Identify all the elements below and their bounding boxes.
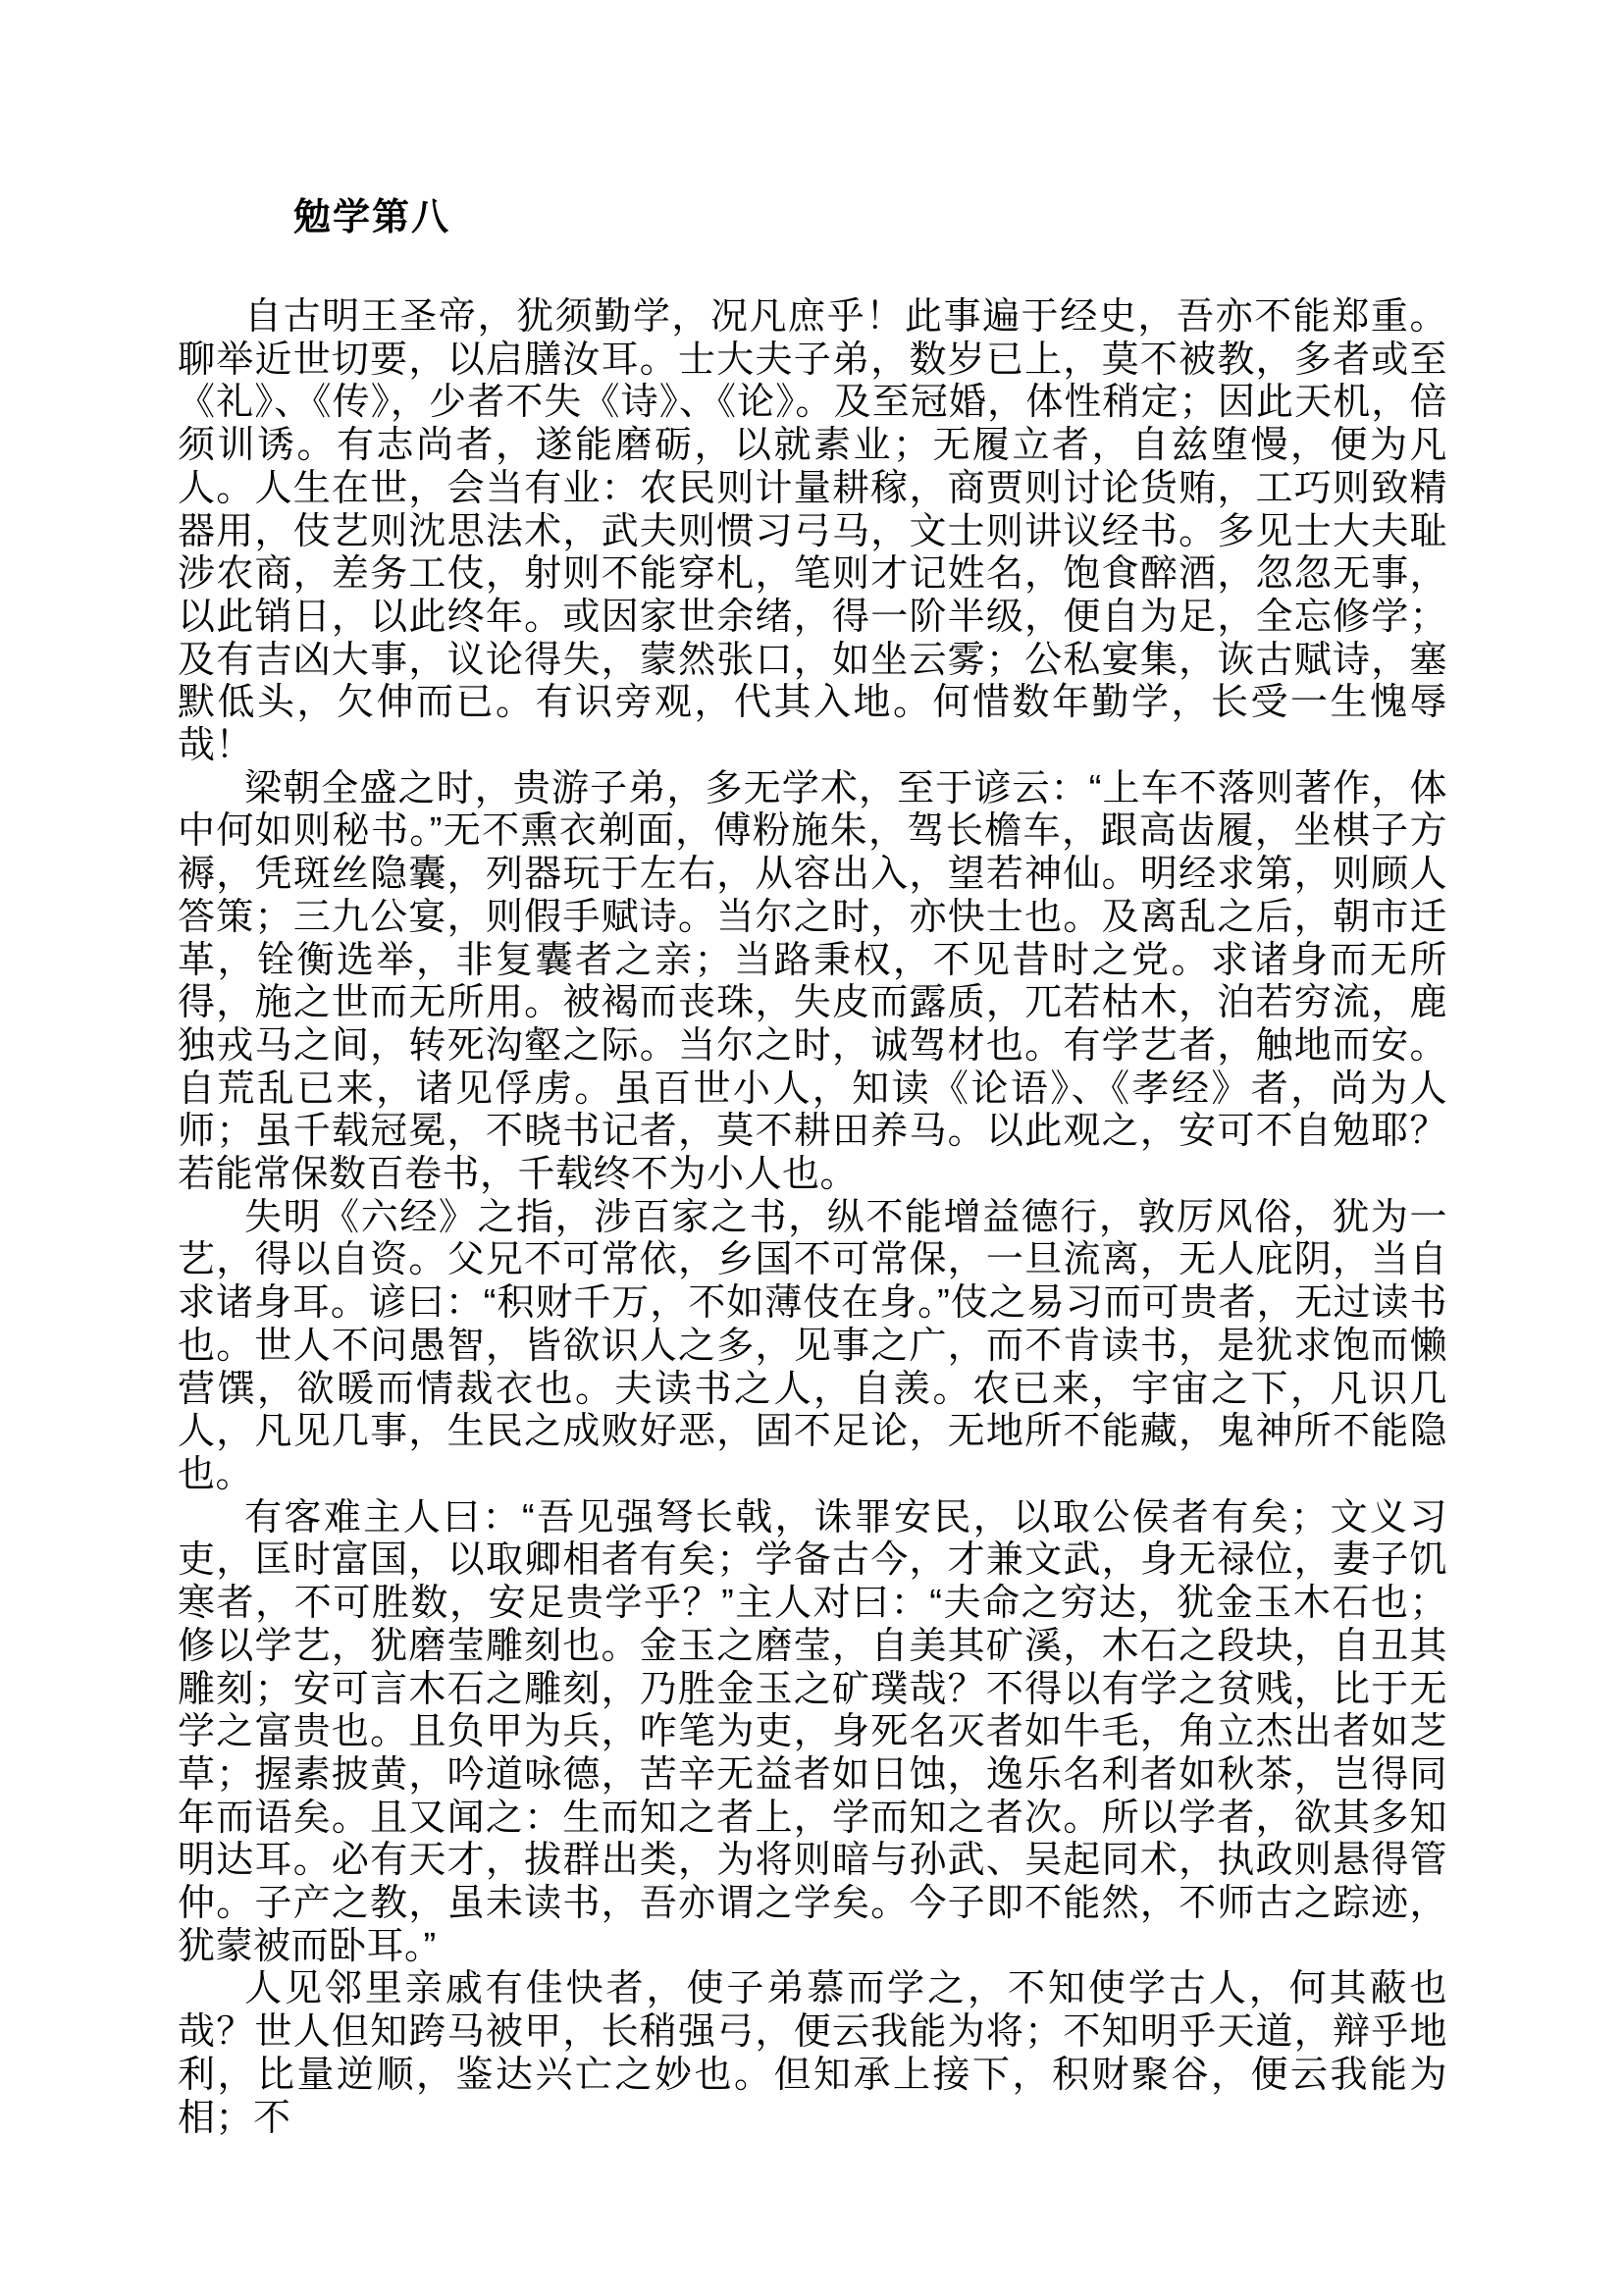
chapter-title: 勉学第八	[293, 197, 451, 238]
paragraph: 人见邻里亲戚有佳快者，使子弟慕而学之，不知使学古人，何其蔽也哉？世人但知跨马被甲，长稍强弓，便云我能为将；不知明乎天道，辩乎地利，比量逆顺，鉴达兴亡之妙也。但知承上接下，积财聚谷，便云我能为相；不	[178, 1968, 1447, 2139]
paragraph-list	[178, 296, 1447, 2140]
paragraph: 有客难主人曰：“吾见强弩长戟，诛罪安民，以取公侯者有矣；文义习吏，匡时富国，以取卿相者有矣；学备古今，才兼文武，身无禄位，妻子饥寒者，不可胜数，安足贵学乎？”主人对曰：“夫命之穷达，犹金玉木石也；修以学艺，犹磨莹雕刻也。金玉之磨莹，自美其矿溪，木石之段块，自丑其雕刻；安可言木石之雕刻，乃胜金玉之矿璞哉？不得以有学之贫贱，比于无学之富贵也。且负甲为兵，咋笔为吏，身死名灭者如牛毛，角立杰出者如芝草；握素披黄，吟道咏德，苦辛无益者如日蚀，逸乐名利者如秋茶，岂得同年而语矣。且又闻之：生而知之者上，学而知之者次。所以学者，欲其多知明达耳。必有天才，拔群出类，为将则暗与孙武、吴起同术，执政则悬得管仲。子产之教，虽未读书，吾亦谓之学矣。今子即不能然，不师古之踪迹，犹蒙被而卧耳。”	[178, 1496, 1447, 1967]
paragraph: 梁朝全盛之时，贵游子弟，多无学术，至于谚云：“上车不落则著作，体中何如则秘书。”无不熏衣剃面，傅粉施朱，驾长檐车，跟高齿履，坐棋子方褥，凭斑丝隐囊，列器玩于左右，从容出入，望若神仙。明经求第，则顾人答策；三九公宴，则假手赋诗。当尔之时，亦快士也。及离乱之后，朝市迁革，铨衡选举，非复囊者之亲；当路秉权，不见昔时之党。求诸身而无所得，施之世而无所用。被褐而丧珠，失皮而露质，兀若枯木，泊若穷流，鹿独戎马之间，转死沟壑之际。当尔之时，诚驾材也。有学艺者，触地而安。自荒乱已来，诸见俘虏。虽百世小人，知读《论语》、《孝经》者，尚为人师；虽千载冠冕，不晓书记者，莫不耕田养马。以此观之，安可不自勉耶？若能常保数百卷书，千载终不为小人也。	[178, 767, 1447, 1196]
text-content	[178, 196, 1447, 2140]
paragraph: 自古明王圣帝，犹须勤学，况凡庶乎！此事遍于经史，吾亦不能郑重。聊举近世切要，以启膳汝耳。士大夫子弟，数岁已上，莫不被教，多者或至《礼》、《传》，少者不失《诗》、《论》。及至冠婚，体性稍定；因此天机，倍须训诱。有志尚者，遂能磨砺，以就素业；无履立者，自兹堕慢，便为凡人。人生在世，会当有业：农民则计量耕稼，商贾则讨论货贿，工巧则致精器用，伎艺则沈思法术，武夫则惯习弓马，文士则讲议经书。多见士大夫耻涉农商，差务工伎，射则不能穿札，笔则才记姓名，饱食醉酒，忽忽无事，以此销日，以此终年。或因家世余绪，得一阶半级，便自为足，全忘修学；及有吉凶大事，议论得失，蒙然张口，如坐云雾；公私宴集，诙古赋诗，塞默低头，欠伸而已。有识旁观，代其入地。何惜数年勤学，长受一生愧辱哉！	[178, 296, 1447, 767]
paragraph: 失明《六经》之指，涉百家之书，纵不能增益德行，敦厉风俗，犹为一艺，得以自资。父兄不可常依，乡国不可常保，一旦流离，无人庇阴，当自求诸身耳。谚曰：“积财千万，不如薄伎在身。”伎之易习而可贵者，无过读书也。世人不问愚智，皆欲识人之多，见事之广，而不肯读书，是犹求饱而懒营馔，欲暖而情裁衣也。夫读书之人，自羡。农已来，宇宙之下，凡识几人，凡见几事，生民之成败好恶，固不足论，无地所不能藏，鬼神所不能隐也。	[178, 1196, 1447, 1495]
